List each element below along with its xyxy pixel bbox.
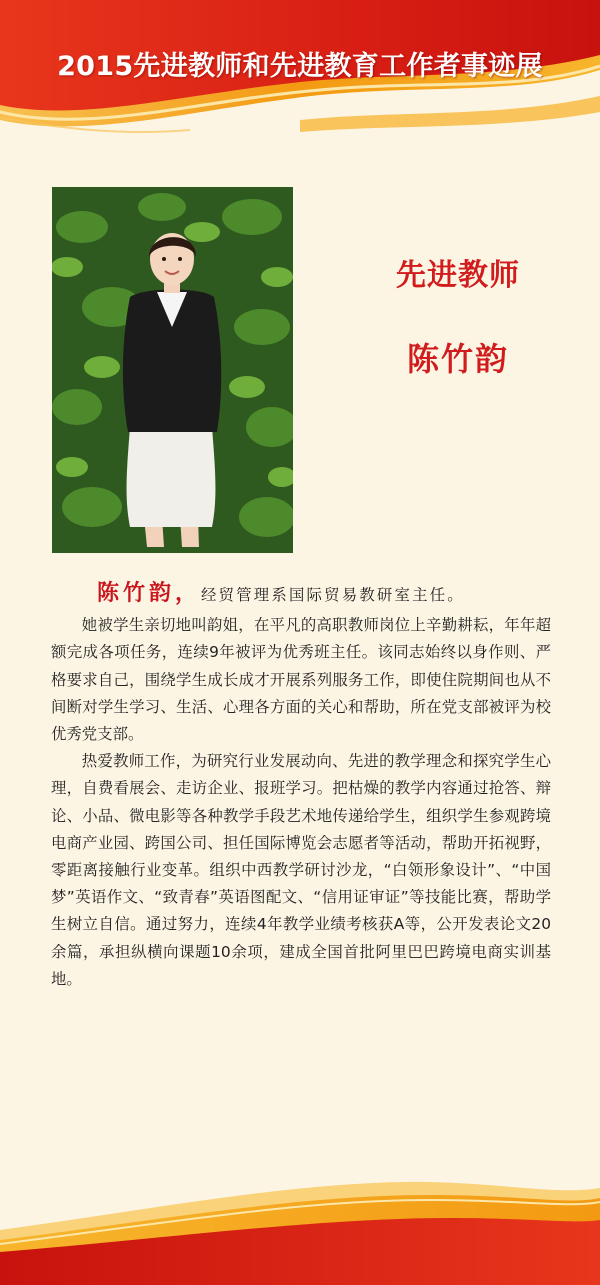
article-lead bbox=[51, 580, 551, 609]
portrait-photo bbox=[52, 187, 293, 553]
footer-wave-graphic bbox=[0, 1140, 600, 1285]
page-title: 2015先进教师和先进教育工作者事迹展 bbox=[57, 51, 543, 82]
article-body bbox=[51, 580, 551, 993]
lead-role: 经贸管理系国际贸易教研室主任。 bbox=[201, 586, 465, 604]
paragraph: 她被学生亲切地叫韵姐，在平凡的高职教师岗位上辛勤耕耘，年年超额完成各项任务，连续9年被评为优秀班主任。该同志始终以身作则、严格要求自己，围绕学生成长成才开展系列服务工作，即使住院期间也从不间断对学生学习、生活、心理各方面的关心和帮助，所在党支部被评为校优秀党支部。 bbox=[51, 616, 551, 744]
award-title: 先进教师 bbox=[396, 258, 520, 293]
lead-name: 陈竹韵， bbox=[97, 581, 202, 606]
portrait-image bbox=[52, 187, 293, 553]
header-banner bbox=[0, 0, 600, 150]
teacher-name: 陈竹韵 bbox=[406, 340, 509, 378]
paragraph: 热爱教师工作，为研究行业发展动向、先进的教学理念和探究学生心理，自费看展会、走访企业、报班学习。把枯燥的教学内容通过抢答、辩论、小品、微电影等各种教学手段艺术地传递给学生，组织学生参观跨境电商产业园、跨国公司、担任国际博览会志愿者等活动，帮助开拓视野，零距离接触行业变革。组织中西教学研讨沙龙，“白领形象设计”、“中国梦”英语作文、“致青春”英语图配文、“信用证审证”等技能比赛，帮助学生树立自信。通过努力，连续4年教学业绩考核获A等，公开发表论文20余篇，承担纵横向课题10余项，建成全国首批阿里巴巴跨境电商实训基地。 bbox=[51, 752, 551, 988]
footer-wave bbox=[0, 1140, 600, 1285]
